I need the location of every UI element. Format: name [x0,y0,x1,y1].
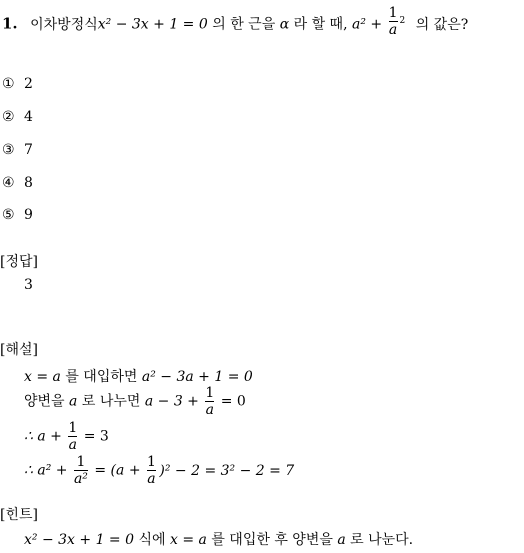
hint-t3: 로 나눈다. [350,532,414,548]
fraction-denominator: a [205,401,215,418]
question-text-4: 의 값은? [415,16,469,33]
fraction-denominator: a [68,436,77,453]
solution-label: [해설] [0,342,38,358]
choice-mark: ⑤ [2,207,15,223]
choice-value: 4 [24,109,33,125]
sol-l2-b: a [69,393,78,410]
choice-mark: ③ [2,142,15,158]
fraction-numerator: 1 [68,420,78,436]
fraction-numerator: 1 [147,454,156,470]
hint-eq2: x = a [170,532,207,548]
choice-2 [2,110,33,124]
choice-mark: ② [2,109,15,125]
hint-label: [힌트] [0,507,38,523]
choice-1 [2,77,33,91]
choice-value: 8 [24,175,33,191]
sol-l1-b: 를 대입하면 [65,369,138,385]
answer-label: [정답] [0,254,38,270]
solution-line-4 [24,455,294,486]
question-text-2: 의 한 근을 [212,16,276,33]
sol-l2-fraction [205,386,214,417]
sol-l4-b: = (a + [94,462,141,479]
choice-4 [2,176,33,190]
sol-l3-a: ∴ a + [24,428,62,445]
fraction-numerator: 1 [388,5,398,21]
choice-3 [2,143,33,157]
question-number: 1. [2,14,18,33]
fraction-denominator: a [147,470,156,487]
fraction-denominator: a² [73,470,88,487]
question-square: 2 [399,15,406,26]
question-expr: a² + [352,16,383,33]
sol-l4-fraction-1 [74,455,88,486]
question-equation: x² − 3x + 1 = 0 [97,16,208,33]
choice-mark: ① [2,76,15,92]
sol-l4-c: )² − 2 = 3² − 2 = 7 [159,462,295,479]
answer-value: 3 [24,277,33,293]
sol-l2-c: 로 나누면 [81,393,141,410]
hint-eq: x² − 3x + 1 = 0 [24,532,135,548]
hint-t1: 식에 [138,532,166,548]
sol-l4-a: ∴ a² + [24,462,68,479]
sol-l3-fraction [68,421,77,452]
hint-t2: 를 대입한 후 양변을 [211,532,333,548]
hint-line [24,533,413,547]
sol-l2-a: 양변을 [24,393,65,410]
fraction-numerator: 1 [205,385,215,401]
solution-line-2 [24,386,246,417]
sol-l3-b: = 3 [83,428,109,445]
choice-value: 9 [24,207,33,223]
question-alpha: α [279,16,290,33]
sol-l2-e: = 0 [220,393,246,410]
sol-l1-c: a² − 3a + 1 = 0 [141,369,253,385]
question [2,5,469,38]
choice-mark: ④ [2,175,15,191]
sol-l1-a: x = a [24,369,61,385]
solution-line-3 [24,421,109,452]
sol-l4-fraction-2 [147,455,156,486]
solution-line-1 [24,370,253,384]
sol-l2-d: a − 3 + [144,393,199,410]
question-text-1: 이차방정식 [30,16,98,33]
fraction-numerator: 1 [76,454,86,470]
choice-5 [2,208,33,222]
fraction-denominator: a [388,21,398,38]
choice-value: 7 [24,142,33,158]
question-text-3: 라 할 때, [293,16,348,33]
choice-value: 2 [24,76,33,92]
hint-a: a [337,532,346,548]
question-fraction [389,6,398,37]
